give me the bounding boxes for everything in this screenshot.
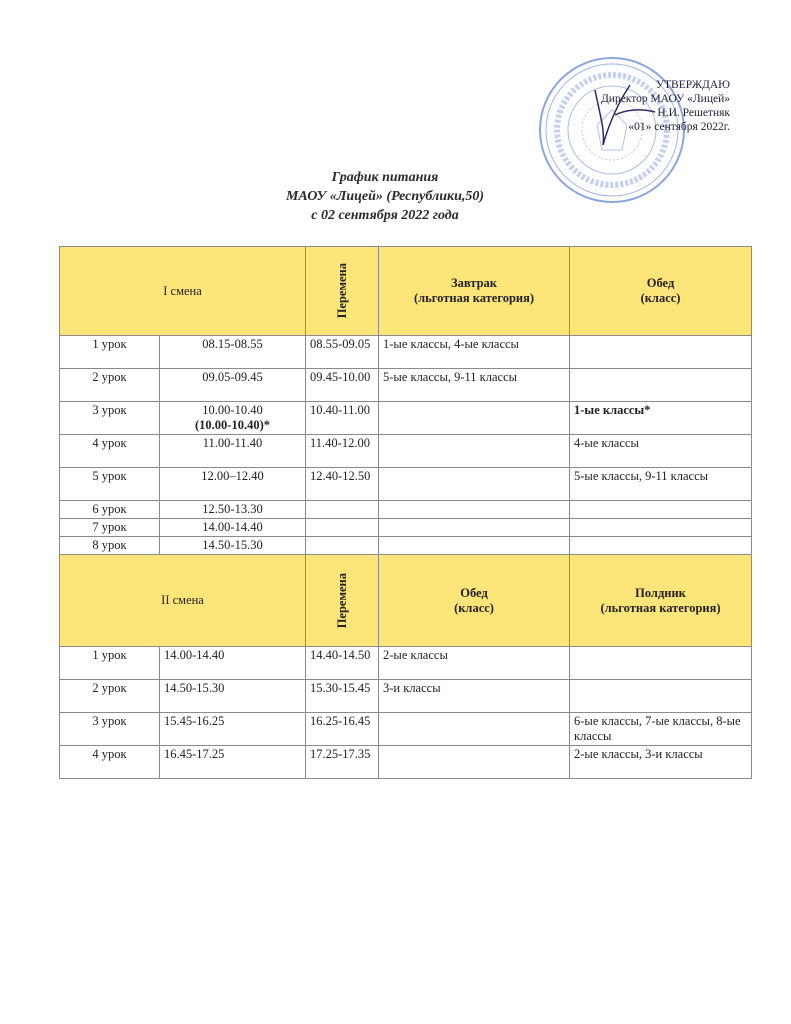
lesson-cell: 5 урок bbox=[60, 468, 160, 501]
time-cell: 15.45-16.25 bbox=[160, 713, 306, 746]
break-header: Перемена bbox=[306, 555, 379, 647]
time-cell: 10.00-10.40 (10.00-10.40)* bbox=[160, 402, 306, 435]
time-cell: 14.00-14.40 bbox=[160, 647, 306, 680]
shift2-header-row bbox=[60, 555, 752, 647]
snack-cell: 2-ые классы, 3-и классы bbox=[570, 746, 752, 779]
time-cell: 12.00–12.40 bbox=[160, 468, 306, 501]
breakfast-cell: 1-ые классы, 4-ые классы bbox=[379, 336, 570, 369]
break-cell: 16.25-16.45 bbox=[306, 713, 379, 746]
lunch-cell bbox=[379, 713, 570, 746]
title-line: МАОУ «Лицей» (Республики,50) bbox=[285, 189, 485, 204]
document-title bbox=[230, 168, 540, 225]
breakfast-cell bbox=[379, 468, 570, 501]
snack-cell bbox=[570, 680, 752, 713]
lesson-cell: 4 урок bbox=[60, 435, 160, 468]
table-row bbox=[60, 369, 752, 402]
snack-cell: 6-ые классы, 7-ые классы, 8-ые классы bbox=[570, 713, 752, 746]
break-cell: 11.40-12.00 bbox=[306, 435, 379, 468]
table-row bbox=[60, 647, 752, 680]
lunch-cell: 4-ые классы bbox=[570, 435, 752, 468]
lunch-cell bbox=[379, 746, 570, 779]
time-cell: 11.00-11.40 bbox=[160, 435, 306, 468]
breakfast-header: Завтрак (льготная категория) bbox=[379, 247, 570, 336]
table-row bbox=[60, 336, 752, 369]
breakfast-cell: 5-ые классы, 9-11 классы bbox=[379, 369, 570, 402]
breakfast-cell bbox=[379, 519, 570, 537]
lunch-cell: 5-ые классы, 9-11 классы bbox=[570, 468, 752, 501]
approval-line: Н.И. Решетняк bbox=[657, 107, 730, 119]
lesson-cell: 3 урок bbox=[60, 402, 160, 435]
lesson-cell: 7 урок bbox=[60, 519, 160, 537]
table-row bbox=[60, 680, 752, 713]
lunch-cell bbox=[570, 519, 752, 537]
lunch-cell bbox=[570, 501, 752, 519]
breakfast-cell bbox=[379, 435, 570, 468]
break-cell bbox=[306, 519, 379, 537]
lunch-header: Обед (класс) bbox=[570, 247, 752, 336]
lunch-cell: 1-ые классы* bbox=[570, 402, 752, 435]
time-cell: 14.00-14.40 bbox=[160, 519, 306, 537]
snack-header: Полдник (льготная категория) bbox=[570, 555, 752, 647]
table-row bbox=[60, 468, 752, 501]
break-cell: 15.30-15.45 bbox=[306, 680, 379, 713]
break-cell: 08.55-09.05 bbox=[306, 336, 379, 369]
table-row bbox=[60, 402, 752, 435]
time-cell: 14.50-15.30 bbox=[160, 680, 306, 713]
break-header: Перемена bbox=[306, 247, 379, 336]
lesson-cell: 4 урок bbox=[60, 746, 160, 779]
approval-line: УТВЕРЖДАЮ bbox=[655, 79, 730, 91]
time-cell: 16.45-17.25 bbox=[160, 746, 306, 779]
lesson-cell: 1 урок bbox=[60, 336, 160, 369]
meal-schedule-table bbox=[59, 246, 752, 779]
lesson-cell: 2 урок bbox=[60, 369, 160, 402]
approval-line: «01» сентября 2022г. bbox=[628, 121, 730, 133]
lesson-cell: 2 урок bbox=[60, 680, 160, 713]
time-cell: 12.50-13.30 bbox=[160, 501, 306, 519]
table-row bbox=[60, 435, 752, 468]
break-cell: 09.45-10.00 bbox=[306, 369, 379, 402]
break-cell: 17.25-17.35 bbox=[306, 746, 379, 779]
break-cell bbox=[306, 501, 379, 519]
breakfast-cell bbox=[379, 402, 570, 435]
lesson-cell: 1 урок bbox=[60, 647, 160, 680]
break-cell: 10.40-11.00 bbox=[306, 402, 379, 435]
break-cell: 14.40-14.50 bbox=[306, 647, 379, 680]
lunch-cell: 2-ые классы bbox=[379, 647, 570, 680]
lunch-cell bbox=[570, 369, 752, 402]
shift1-label: I смена bbox=[60, 247, 306, 336]
snack-cell bbox=[570, 647, 752, 680]
table-row bbox=[60, 713, 752, 746]
table-row bbox=[60, 537, 752, 555]
shift1-header-row bbox=[60, 247, 752, 336]
break-cell: 12.40-12.50 bbox=[306, 468, 379, 501]
table-row bbox=[60, 519, 752, 537]
lesson-cell: 8 урок bbox=[60, 537, 160, 555]
shift2-label: II смена bbox=[60, 555, 306, 647]
title-line: с 02 сентября 2022 года bbox=[311, 208, 459, 223]
time-cell: 08.15-08.55 bbox=[160, 336, 306, 369]
time-cell: 09.05-09.45 bbox=[160, 369, 306, 402]
time-cell: 14.50-15.30 bbox=[160, 537, 306, 555]
approval-line: Директор МАОУ «Лицей» bbox=[600, 93, 730, 105]
table-row bbox=[60, 501, 752, 519]
lunch-cell bbox=[570, 537, 752, 555]
lunch-header: Обед (класс) bbox=[379, 555, 570, 647]
approval-block bbox=[560, 78, 730, 134]
table-row bbox=[60, 746, 752, 779]
breakfast-cell bbox=[379, 537, 570, 555]
breakfast-cell bbox=[379, 501, 570, 519]
lesson-cell: 6 урок bbox=[60, 501, 160, 519]
lunch-cell: 3-и классы bbox=[379, 680, 570, 713]
title-line: График питания bbox=[331, 170, 439, 185]
lesson-cell: 3 урок bbox=[60, 713, 160, 746]
lunch-cell bbox=[570, 336, 752, 369]
break-cell bbox=[306, 537, 379, 555]
